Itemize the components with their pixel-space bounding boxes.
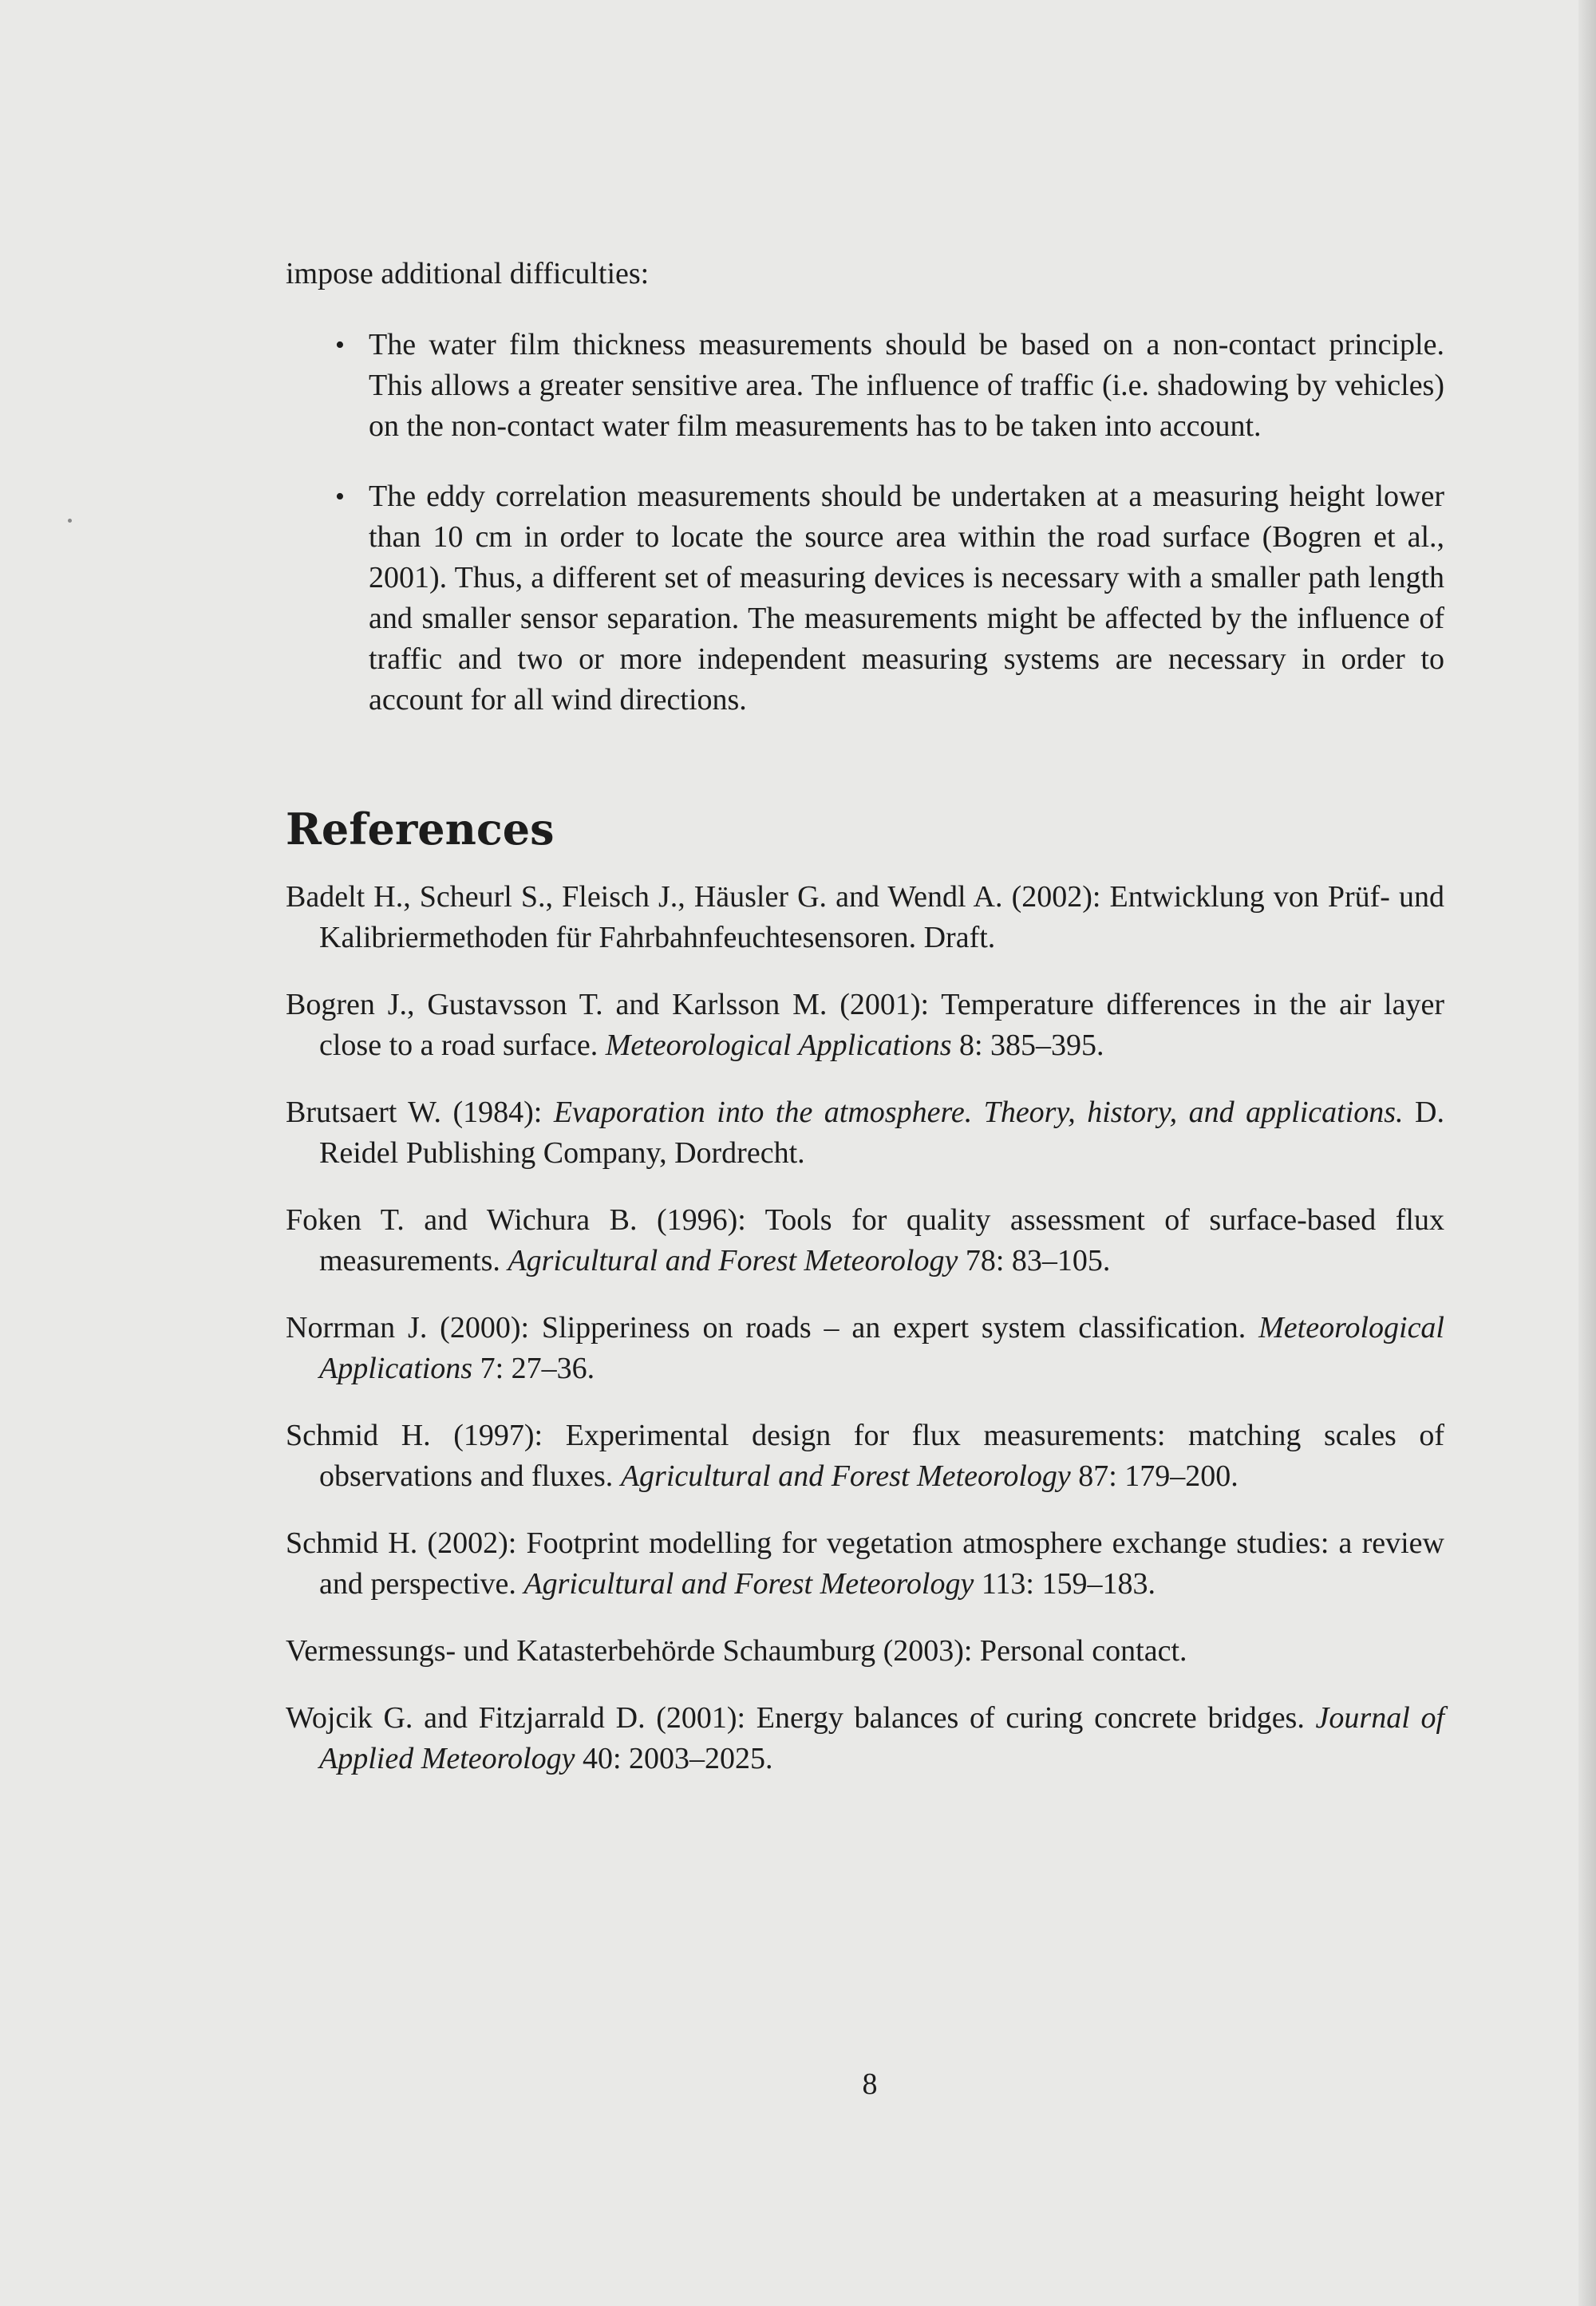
page-edge-shadow	[1578, 0, 1596, 2306]
bullet-list	[286, 325, 1444, 721]
scan-speck	[68, 519, 72, 523]
bullet-item	[286, 325, 1444, 447]
reference-entry: Bogren J., Gustavsson T. and Karlsson M. (2001): Temperature differences in the air layer close to a road surface. Meteorological Applications 8: 385–395.	[286, 988, 1444, 1062]
bullet-text: The eddy correlation measurements should be undertaken at a measuring height lower than 10 cm in order to locate the source area within the road surface (Bogren et al., 2001). Thus, a different set of measuring devices is necessary with a smaller path length and smaller sensor separation. The measurements might be affected by the influence of traffic and two or more independent measuring systems are necessary in order to account for all wind directions.	[369, 480, 1444, 717]
reference-entry: Vermessungs- und Katasterbehörde Schaumburg (2003): Personal contact.	[286, 1634, 1187, 1668]
bullet-text: The water film thickness measurements should be based on a non-contact principle. This allows a greater sensitive area. The influence of traffic (i.e. shadowing by vehicles) on the non-contact water film measurements has to be taken into account.	[369, 328, 1444, 443]
bullet-dot-icon: •	[335, 482, 345, 511]
page-number: 8	[862, 2067, 878, 2101]
reference-entry: Norrman J. (2000): Slipperiness on roads – an expert system classification. Meteorological Applications 7: 27–36.	[286, 1311, 1444, 1385]
page-body	[286, 254, 1444, 1806]
references-heading: References	[286, 804, 555, 855]
reference-entry: Badelt H., Scheurl S., Fleisch J., Häusler G. and Wendl A. (2002): Entwicklung von Prüf- und Kalibriermethoden für Fahrbahnfeuchtesensoren. Draft.	[286, 880, 1444, 954]
reference-entry: Schmid H. (2002): Footprint modelling for vegetation atmosphere exchange studies: a review and perspective. Agricultural and Forest Meteorology 113: 159–183.	[286, 1526, 1444, 1601]
bullet-dot-icon: •	[335, 330, 345, 360]
reference-entry: Wojcik G. and Fitzjarrald D. (2001): Energy balances of curing concrete bridges. Journal of Applied Meteorology 40: 2003–2025.	[286, 1701, 1445, 1775]
intro-text: impose additional difficulties:	[286, 257, 650, 290]
reference-entry: Foken T. and Wichura B. (1996): Tools for quality assessment of surface-based flux measurements. Agricultural and Forest Meteorology 78: 83–105.	[286, 1203, 1444, 1277]
reference-entry: Schmid H. (1997): Experimental design for flux measurements: matching scales of observations and fluxes. Agricultural and Forest Meteorology 87: 179–200.	[286, 1419, 1444, 1493]
bullet-item	[286, 476, 1444, 721]
reference-entry: Brutsaert W. (1984): Evaporation into the atmosphere. Theory, history, and applications. D. Reidel Publishing Company, Dordrecht.	[286, 1096, 1444, 1170]
reference-list	[286, 877, 1444, 1779]
